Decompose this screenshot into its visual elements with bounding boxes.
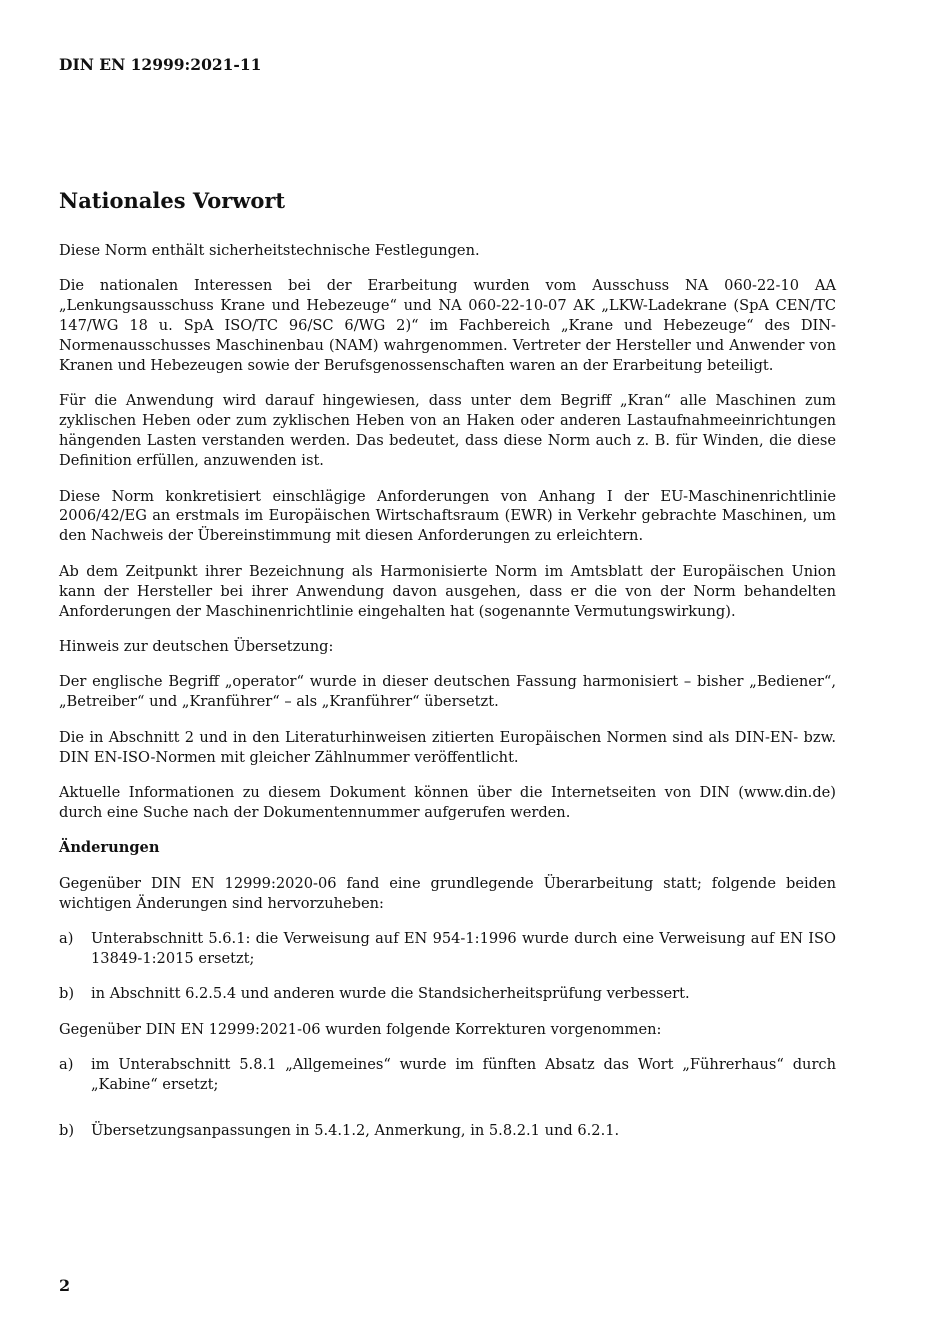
paragraph: Diese Norm konkretisiert einschlägige Anforderungen von Anhang I der EU-Maschinenrichtlinie 2006/42/EG an erstmals im Europäischen Wirtschaftsraum (EWR) in Verkehr gebrachte Maschinen, um den Nachweis der Übereinstimmung mit diesen Anforderungen zu erleichtern.	[59, 487, 836, 545]
paragraph: Diese Norm enthält sicherheitstechnische Festlegungen.	[59, 242, 480, 259]
list-marker: a)	[59, 1056, 74, 1074]
paragraph: Die nationalen Interessen bei der Erarbeitung wurden vom Ausschuss NA 060-22-10 AA „Lenkungsausschuss Krane und Hebezeuge“ und NA 060-22-10-07 AK „LKW-Ladekrane (SpA CEN/TC 147/WG 18 u. SpA ISO/TC 96/SC 6/WG 2)“ im Fachbereich „Krane und Hebezeuge“ des DIN-Normenausschusses Maschinenbau (NAM) wahrgenommen. Vertreter der Hersteller und Anwender von Kranen und Hebezeugen sowie der Berufsgenossenschaften waren an der Erarbeitung beteiligt.	[59, 277, 836, 375]
page-number: 2	[59, 1276, 71, 1295]
list-text: im Unterabschnitt 5.8.1 „Allgemeines“ wurde im fünften Absatz das Wort „Führerhaus“ durch „Kabine“ ersetzt;	[91, 1056, 836, 1094]
paragraph: Für die Anwendung wird darauf hingewiesen, dass unter dem Begriff „Kran“ alle Maschinen zum zyklischen Heben oder zum zyklischen Heben von an Haken oder anderen Lastaufnahmeeinrichtungen hängenden Lasten verstanden werden. Das bedeutet, dass diese Norm auch z. B. für Winden, die diese Definition erfüllen, anzuwenden ist.	[59, 392, 836, 470]
list-marker: a)	[59, 930, 74, 948]
paragraph: Die in Abschnitt 2 und in den Literaturhinweisen zitierten Europäischen Normen sind als DIN-EN- bzw. DIN EN-ISO-Normen mit gleicher Zählnummer veröffentlicht.	[59, 728, 836, 766]
list-marker: b)	[59, 1122, 75, 1139]
list-item	[59, 1121, 836, 1141]
paragraph: Aktuelle Informationen zu diesem Dokument können über die Internetseiten von DIN (www.din.de) durch eine Suche nach der Dokumentennummer aufgerufen werden.	[59, 784, 836, 821]
paragraph: Ab dem Zeitpunkt ihrer Bezeichnung als Harmonisierte Norm im Amtsblatt der Europäischen Union kann der Hersteller bei ihrer Anwendung davon ausgehen, dass er die von der Norm behandelten Anforderungen der Maschinenrichtlinie eingehalten hat (sogenannte Vermutungswirkung).	[59, 562, 836, 620]
list-item	[59, 984, 836, 1004]
changes-heading: Änderungen	[59, 839, 160, 857]
document-body	[59, 241, 836, 1156]
corrections-intro: Gegenüber DIN EN 12999:2021-06 wurden folgende Korrekturen vorgenommen:	[59, 1020, 662, 1038]
paragraph: Hinweis zur deutschen Übersetzung:	[59, 638, 334, 655]
list-item	[59, 1055, 836, 1095]
document-id: DIN EN 12999:2021-11	[59, 55, 262, 74]
paragraph: Der englische Begriff „operator“ wurde in dieser deutschen Fassung harmonisiert – bisher „Bediener“, „Betreiber“ und „Kranführer“ – als „Kranführer“ übersetzt.	[59, 673, 836, 711]
list-text: in Abschnitt 6.2.5.4 und anderen wurde die Standsicherheitsprüfung verbessert.	[91, 985, 690, 1003]
page-title: Nationales Vorwort	[59, 188, 286, 213]
list-text: Übersetzungsanpassungen in 5.4.1.2, Anmerkung, in 5.8.2.1 und 6.2.1.	[91, 1122, 620, 1139]
list-text: Unterabschnitt 5.6.1: die Verweisung auf EN 954-1:1996 wurde durch eine Verweisung auf EN ISO 13849-1:2015 ersetzt;	[91, 930, 836, 967]
list-item	[59, 929, 836, 969]
list-marker: b)	[59, 985, 75, 1003]
changes-intro: Gegenüber DIN EN 12999:2020-06 fand eine grundlegende Überarbeitung statt; folgende beiden wichtigen Änderungen sind hervorzuheben:	[59, 874, 836, 912]
